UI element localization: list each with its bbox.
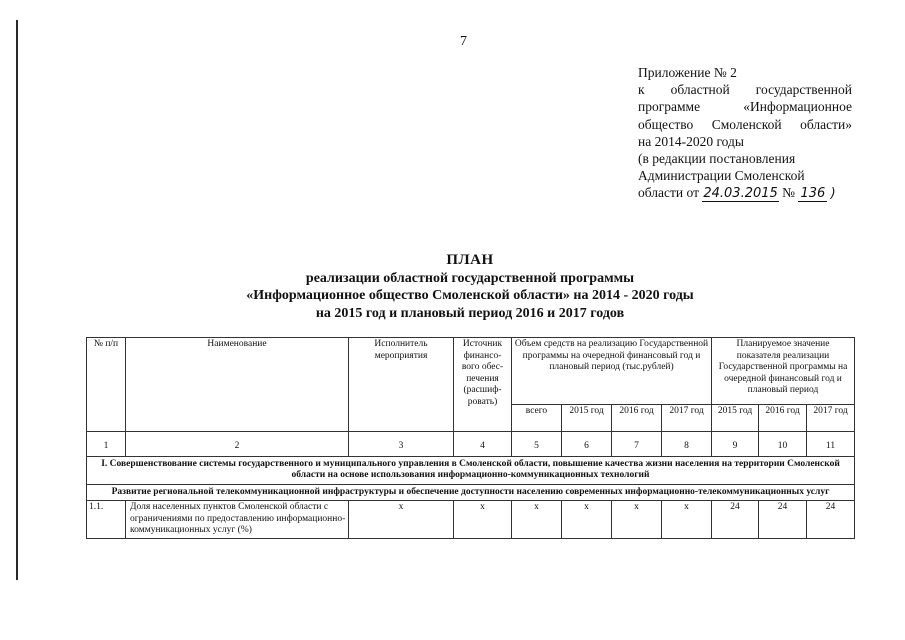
handwritten-number: 136 [800,186,826,202]
row-num: 1.1. [87,501,126,539]
col-num-10: 10 [759,432,807,457]
row-2017: x [662,501,712,539]
left-margin-rule [16,20,18,580]
handwritten-date: 24.03.2015 [703,186,778,202]
title-line-3: на 2015 год и плановый период 2016 и 2017 годов [315,305,625,321]
col-num-5: 5 [512,432,562,457]
appendix-line-2: к областной государственной [638,82,852,98]
row-2015: x [562,501,612,539]
appendix-line-8 [638,184,852,202]
subsection-row [87,484,855,501]
column-number-row [87,432,855,457]
header-2016: 2016 год [612,405,662,432]
document-title [150,252,790,322]
header-row-1 [87,338,855,405]
row-plan-2015: 24 [712,501,759,539]
section-row [87,456,855,484]
header-2015: 2015 год [562,405,612,432]
section-title: I. Совершенствование системы государственного и муниципального управления в Смоленской области, повышение качества жизни населения на территории Смоленской области на основе использования информационно-коммуникационных технологий [87,456,855,484]
header-planned: Планируемое значение показателя реализации Государственной программы на очередной финансовый год и плановый период [712,338,855,405]
appendix-close-paren: ) [830,186,836,202]
appendix-line-4: общество Смоленской области» [638,116,852,132]
row-plan-2017: 24 [807,501,855,539]
col-num-11: 11 [807,432,855,457]
col-num-1: 1 [87,432,126,457]
col-num-2: 2 [126,432,349,457]
col-num-7: 7 [612,432,662,457]
row-name: Доля населенных пунктов Смоленской области с ограничениями по предоставлению информационно-коммуникационных услуг (%) [126,501,349,539]
header-source: Источник финансо-вого обес-печения (расшиф-ровать) [454,338,512,432]
row-executor: x [349,501,454,539]
header-2017: 2017 год [662,405,712,432]
appendix-date-prefix: области от [638,185,699,201]
header-volume: Объем средств на реализацию Государственной программы на очередной финансовый год и плановый период (тыс.рублей) [512,338,712,405]
appendix-line-3: программе «Информационное [638,99,852,115]
title-line-2: «Информационное общество Смоленской области» на 2014 - 2020 годы [246,288,694,303]
table-row [87,501,855,539]
subsection-title: Развитие региональной телекоммуникационной инфраструктуры и обеспечение доступности населению современных информационно-телекоммуникационных услуг [87,484,855,501]
appendix-number-prefix: № [782,185,796,201]
header-num: № п/п [87,338,126,432]
header-name: Наименование [126,338,349,432]
header-plan-2015: 2015 год [712,405,759,432]
header-plan-2017: 2017 год [807,405,855,432]
col-num-4: 4 [454,432,512,457]
appendix-line-1: Приложение № 2 [638,65,737,80]
row-2016: x [612,501,662,539]
appendix-line-7: Администрации Смоленской [638,168,805,184]
header-plan-2016: 2016 год [759,405,807,432]
plan-table [86,337,855,539]
col-num-3: 3 [349,432,454,457]
col-num-9: 9 [712,432,759,457]
appendix-block [638,64,852,203]
col-num-6: 6 [562,432,612,457]
appendix-line-6: (в редакции постановления [638,151,796,167]
row-plan-2016: 24 [759,501,807,539]
title-line-1: реализации областной государственной программы [305,270,635,286]
appendix-line-5: на 2014-2020 годы [638,133,744,149]
page-number: 7 [460,34,467,49]
header-total: всего [512,405,562,432]
row-total: x [512,501,562,539]
title-main: ПЛАН [446,252,494,268]
col-num-8: 8 [662,432,712,457]
row-source: x [454,501,512,539]
header-executor: Исполнитель мероприятия [349,338,454,432]
